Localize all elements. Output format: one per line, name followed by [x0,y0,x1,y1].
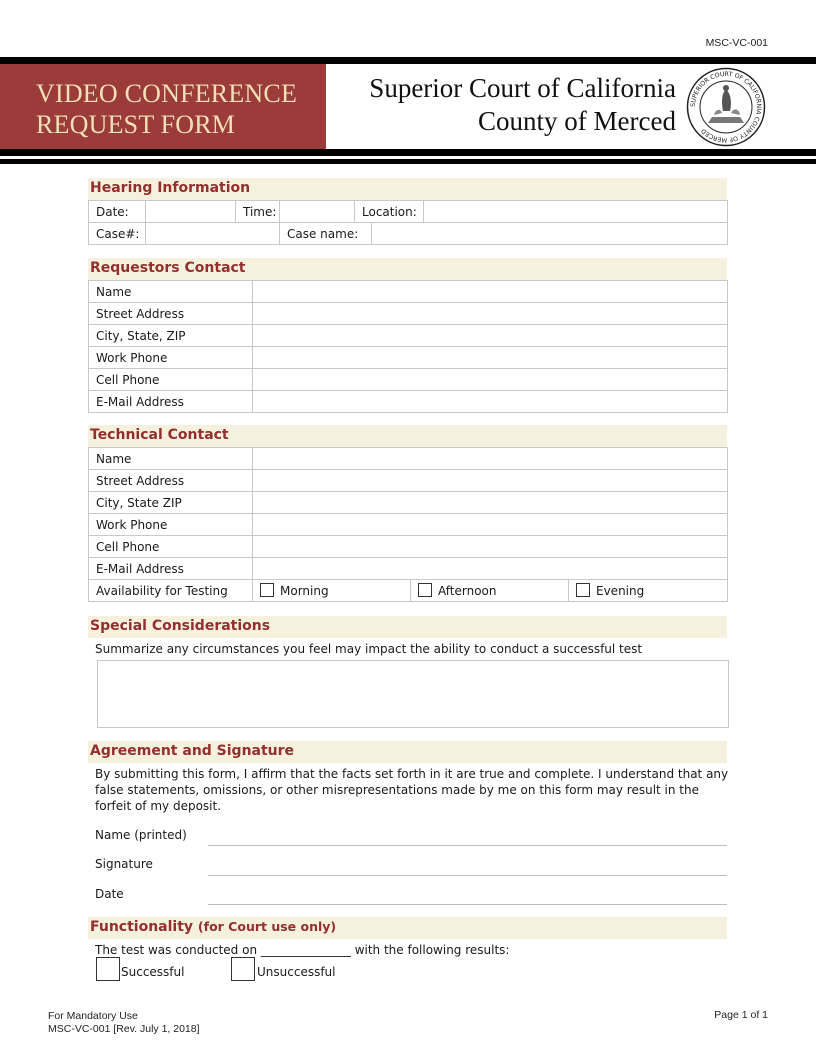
tech-city-label: City, State ZIP [89,492,253,514]
court-name [369,72,676,138]
section-requestors-contact [88,258,727,280]
time-field[interactable] [280,201,355,223]
footer-revision: MSC-VC-001 [Rev. July 1, 2018] [48,1023,200,1035]
table-row [89,580,728,602]
signature-field[interactable] [208,875,727,876]
hearing-table [88,200,728,245]
special-prompt: Summarize any circumstances you feel may impact the ability to conduct a successful test [95,642,643,656]
table-row [89,223,728,245]
unsuccessful-checkbox[interactable] [231,957,255,981]
section-hearing-information [88,178,727,200]
table-row [89,281,728,303]
agreement-line-1: By submitting this form, I affirm that the facts set forth in it are true and complete. I understand that any [95,767,729,781]
technical-table [88,447,728,602]
time-label: Time: [236,201,280,223]
date-label: Date: [89,201,146,223]
table-row [89,325,728,347]
requestor-email-label: E-Mail Address [89,391,253,413]
morning-checkbox[interactable] [260,583,274,597]
tech-street-label: Street Address [89,470,253,492]
special-considerations-textarea[interactable] [97,660,729,728]
tech-street-field[interactable] [253,470,728,492]
signature-date-field[interactable] [208,904,727,905]
section-special-considerations [88,616,727,638]
evening-option[interactable] [569,580,728,602]
morning-label: Morning [280,584,329,598]
tech-cell-phone-label: Cell Phone [89,536,253,558]
tech-city-field[interactable] [253,492,728,514]
requestor-cell-phone-field[interactable] [253,369,728,391]
section-functionality [88,917,727,939]
table-row [89,558,728,580]
case-number-field[interactable] [146,223,280,245]
footer-mandatory-use: For Mandatory Use [48,1010,138,1022]
test-conducted-statement: The test was conducted on _______________ with the following results: [95,943,510,957]
successful-label: Successful [121,965,185,979]
banner-title-line2: REQUEST FORM [36,110,236,139]
tech-name-label: Name [89,448,253,470]
requestor-name-field[interactable] [253,281,728,303]
table-row [89,303,728,325]
table-row [89,536,728,558]
header-rule-bottom-2 [0,159,816,164]
date-field[interactable] [146,201,236,223]
header-rule-top [0,57,816,64]
functionality-title: Functionality [90,919,194,935]
requestor-street-field[interactable] [253,303,728,325]
functionality-subtitle: (for Court use only) [197,919,337,934]
court-name-line1: Superior Court of California [369,73,676,103]
header-rule-bottom-1 [0,149,816,156]
location-field[interactable] [424,201,728,223]
section-title: Technical Contact [90,427,229,443]
agreement-line-3: forfeit of my deposit. [95,799,222,813]
requestor-table [88,280,728,413]
tech-work-phone-field[interactable] [253,514,728,536]
section-agreement-signature [88,741,727,763]
name-printed-label: Name (printed) [95,828,187,842]
tech-work-phone-label: Work Phone [89,514,253,536]
requestor-street-label: Street Address [89,303,253,325]
page-number: Page 1 of 1 [714,1009,768,1021]
table-row [89,369,728,391]
footer-left [48,1010,200,1036]
location-label: Location: [355,201,424,223]
requestor-work-phone-field[interactable] [253,347,728,369]
requestor-cell-phone-label: Cell Phone [89,369,253,391]
court-seal-icon [686,67,766,147]
table-row [89,391,728,413]
section-title: Agreement and Signature [90,743,295,759]
court-name-line2: County of Merced [478,106,676,136]
requestor-city-field[interactable] [253,325,728,347]
evening-checkbox[interactable] [576,583,590,597]
banner-title-line1: VIDEO CONFERENCE [36,79,298,108]
seal-lettering: SUPERIOR COURT OF CALIFORNIA COUNTY OF MERCED [689,70,763,144]
section-technical-contact [88,425,727,447]
case-name-label: Case name: [280,223,372,245]
afternoon-checkbox[interactable] [418,583,432,597]
agreement-statement [95,766,728,814]
section-title: Requestors Contact [90,260,246,276]
table-row [89,514,728,536]
availability-label: Availability for Testing [89,580,253,602]
section-title [90,919,336,935]
afternoon-label: Afternoon [438,584,497,598]
date-label: Date [95,887,124,901]
requestor-work-phone-label: Work Phone [89,347,253,369]
requestor-name-label: Name [89,281,253,303]
tech-name-field[interactable] [253,448,728,470]
table-row [89,347,728,369]
evening-label: Evening [596,584,645,598]
tech-email-label: E-Mail Address [89,558,253,580]
case-name-field[interactable] [372,223,728,245]
table-row [89,201,728,223]
requestor-city-label: City, State, ZIP [89,325,253,347]
requestor-email-field[interactable] [253,391,728,413]
agreement-line-2: false statements, omissions, or other misrepresentations made by me on this form may result in the [95,783,699,797]
name-printed-field[interactable] [208,845,727,846]
title-banner [0,64,326,149]
signature-label: Signature [95,857,153,871]
table-row [89,492,728,514]
table-row [89,448,728,470]
table-row [89,470,728,492]
tech-cell-phone-field[interactable] [253,536,728,558]
unsuccessful-label: Unsuccessful [257,965,336,979]
section-title: Hearing Information [90,180,251,196]
case-number-label: Case#: [89,223,146,245]
successful-checkbox[interactable] [96,957,120,981]
morning-option[interactable] [253,580,411,602]
section-title: Special Considerations [90,618,271,634]
afternoon-option[interactable] [411,580,569,602]
tech-email-field[interactable] [253,558,728,580]
form-number: MSC-VC-001 [705,37,768,49]
